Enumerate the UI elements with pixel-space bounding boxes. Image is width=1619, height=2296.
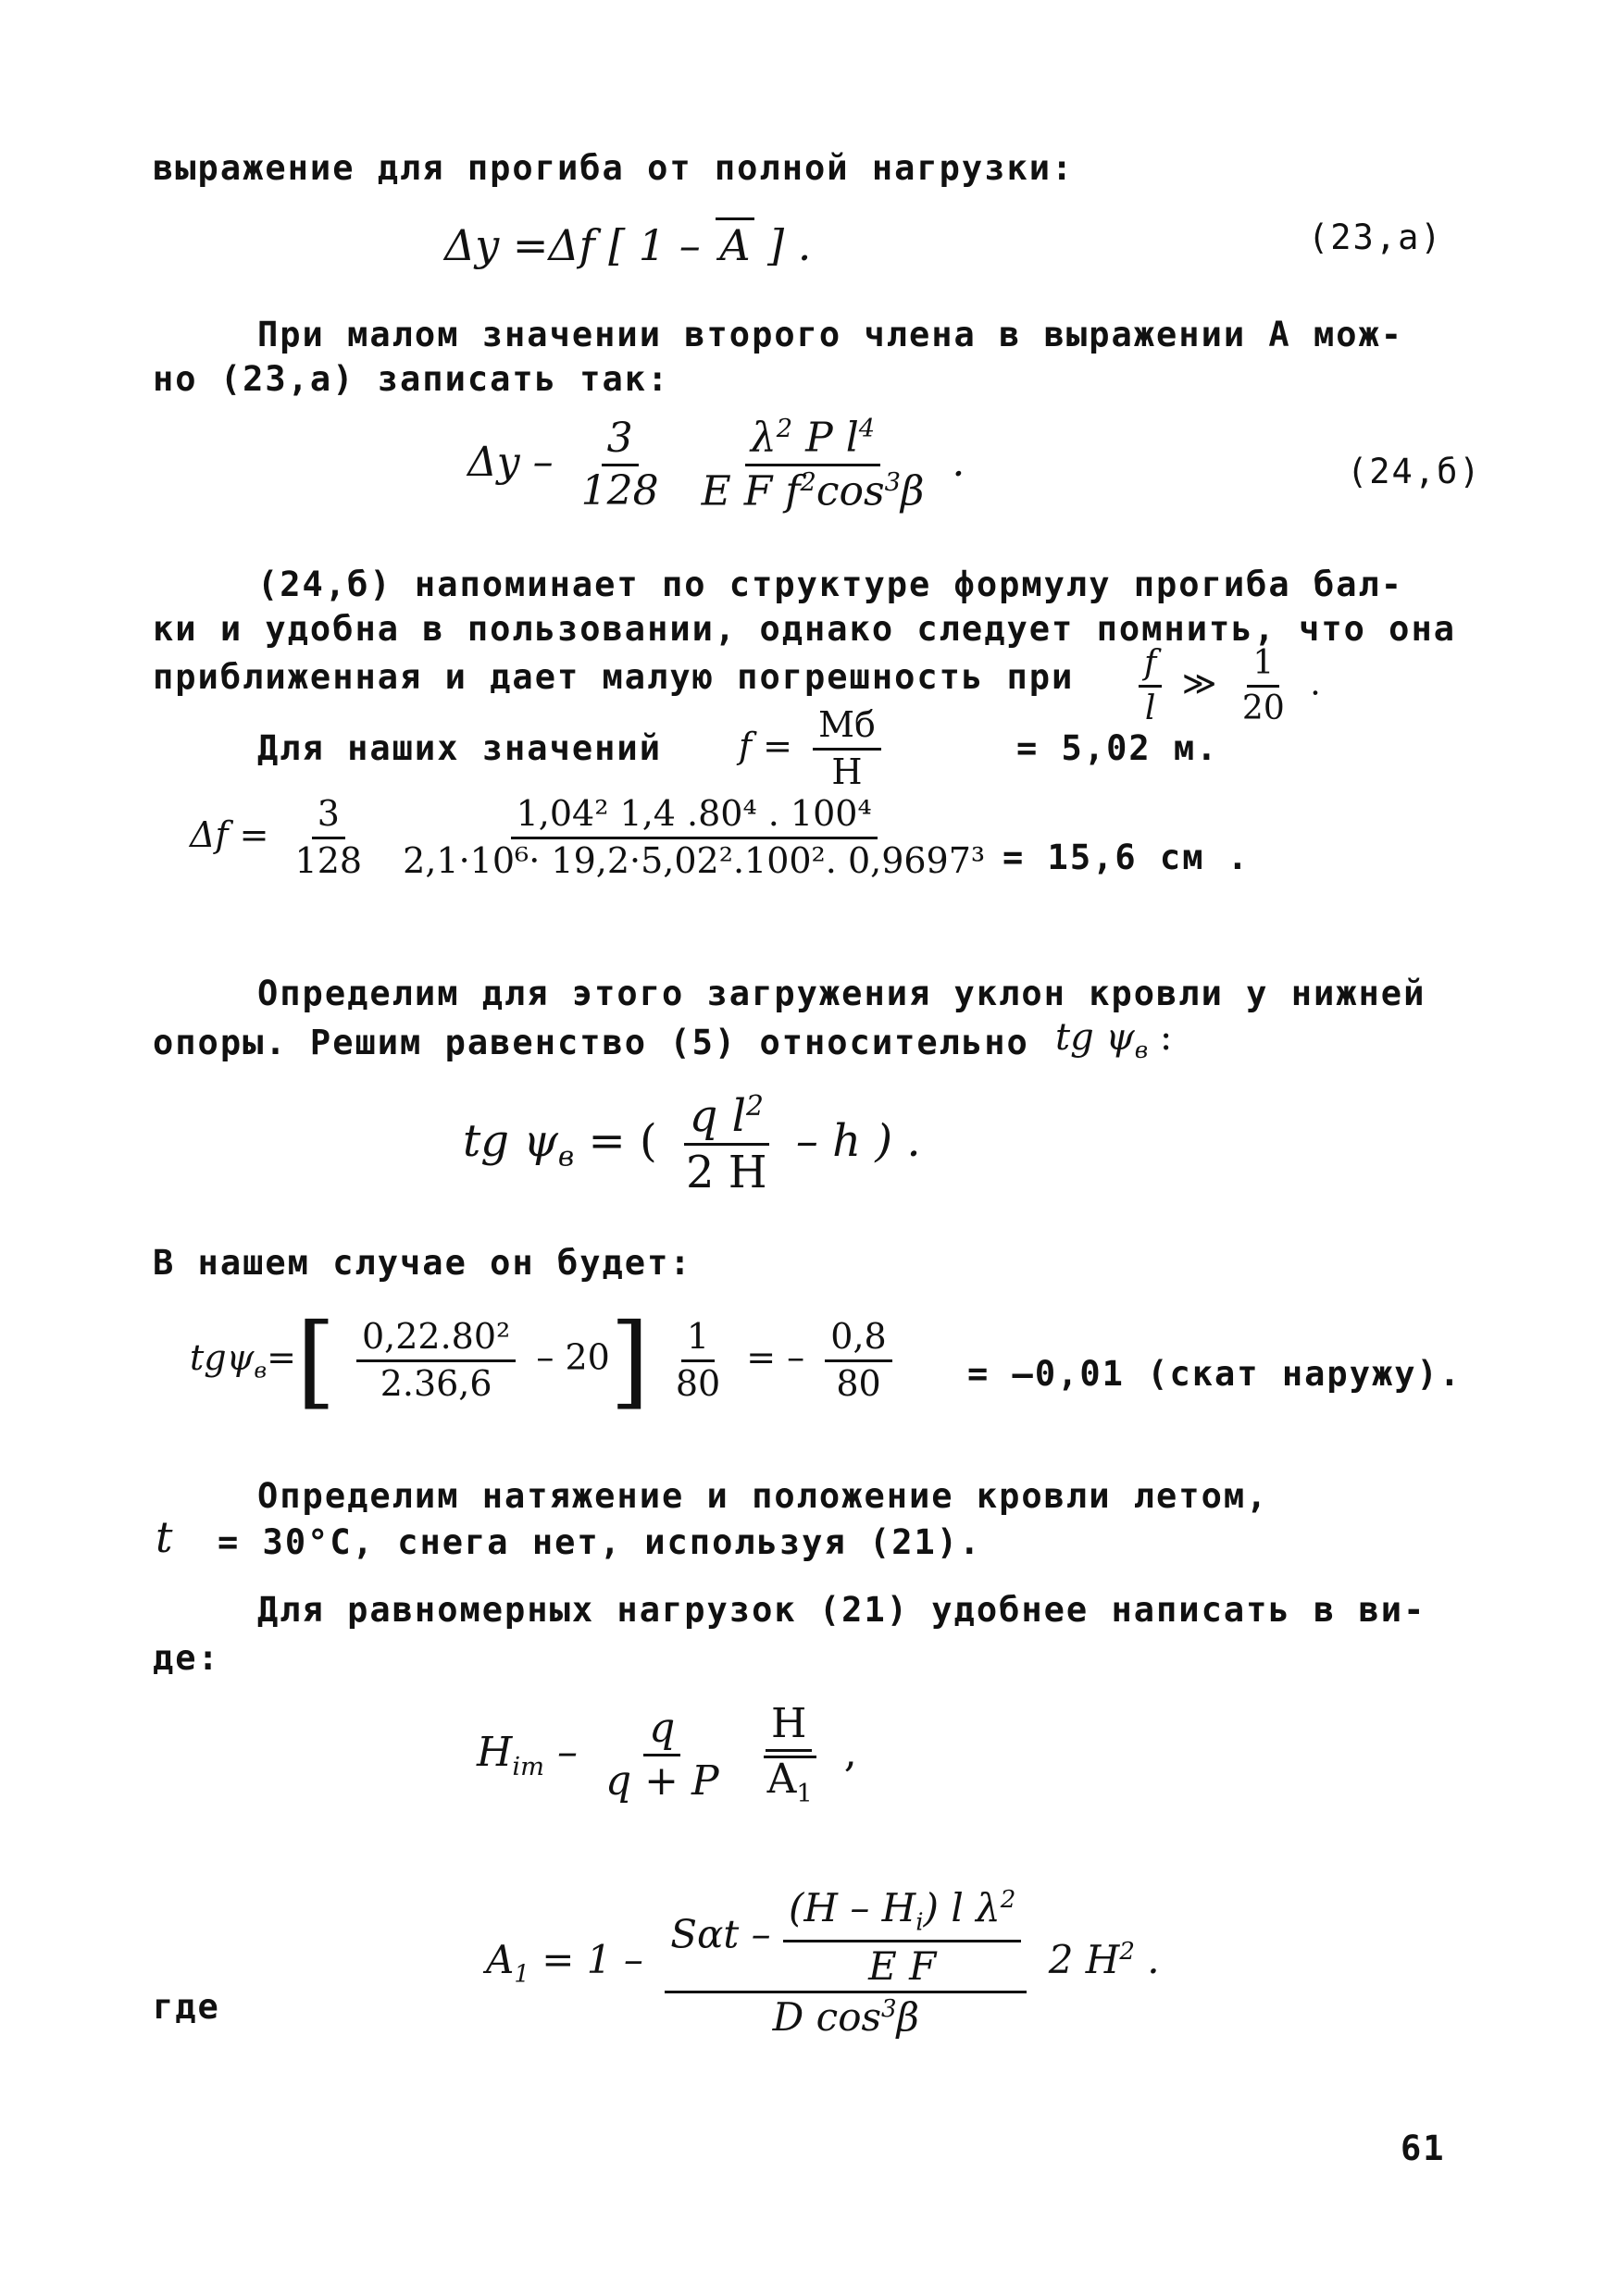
delta-f-result: = 15,6 см . [1003,838,1251,877]
text-line-4: (24,б) напоминает по структуре формулу прогиба бал- [257,565,1404,604]
inline-condition: $\frac{f}{l}$ ≫ $\frac{1}{20}$ . [1129,646,1321,726]
text-line-3: но (23,а) записать так: [153,359,670,399]
text-line-6: приближенная и дает малую погрешность при [153,657,1075,697]
tg-denominator: 2.36,6 [380,1362,492,1404]
delta-f-denominator: 2,1·10⁶· 19,2·5,02².100². 0,9697³ [403,839,986,881]
text-line-2: При малом значении второго члена в выражении А мож- [257,315,1404,354]
text-line-9: опоры. Решим равенство (5) относительно [153,1023,1029,1062]
text-line-5: ки и удобна в пользовании, однако следует помнить, что она [153,609,1457,649]
equation-number-24b: (24,б) [1347,452,1482,491]
text-line-10: В нашем случае он будет: [153,1243,692,1283]
t-symbol: t [156,1512,173,1562]
text-line-14: де: [153,1638,220,1678]
tg-result: = –0,01 (скат наружу). [967,1354,1463,1394]
tg-psi-calculation: tgψ$_в$=[ $\frac{\text{0,22.80²}}{2.36,6}$ – 20] $\frac{1}{80}$ = – $\frac{0,8}{80}$ [190,1309,902,1411]
text-line-7: Для наших значений [257,728,662,768]
tg-psi-formula: tg $\psi_в$ = ( $\frac{q l^2}{2 H}$ – h ) . [463,1090,921,1199]
text-line-8: Определим для этого загружения уклон кровли у нижней [257,974,1426,1013]
text-line-13: Для равномерных нагрузок (21) удобнее написать в ви- [257,1590,1426,1630]
delta-f-equation: Δf = $\frac{3}{128}$ $\frac{\text{1,04² 1,4 .80⁴ . 100⁴}}{\text{2,1·10⁶· 19,2·5,02².100². 0,9697³}}$ [190,796,1000,880]
inline-tg-psi: tg $\psi_в$ : [1055,1016,1173,1063]
tg-numerator: 0,22.80² [356,1319,516,1362]
text-line-1: выражение для прогиба от полной нагрузки: [153,148,1075,188]
text-line-15: где [153,1987,220,2027]
equation-23a: Δy =Δf [ 1 – A ] . [444,217,811,270]
equation-24b: Δy – $\frac{3}{128}$ $\frac{\lambda^2 P l^4}{E F f^2\cos^3\beta}$ . [467,414,965,515]
f-value: = 5,02 м. [1016,728,1219,768]
h-it-formula: $H_{iт}$ – $\frac{q}{q + P}$ $\frac{H}{A_1}$ , [477,1700,857,1808]
equation-number-23a: (23,а) [1308,217,1443,257]
page-number: 61 [1401,2128,1446,2168]
text-line-11: Определим натяжение и положение кровли летом, [257,1476,1269,1516]
f-expression: f = $\frac{Mб}{H}$ [739,707,890,791]
a1-formula: $A_1 = 1$ – Sαt – $\frac{(H - H_i) l \lambda^2}{\text{E F}}$ D $\cos^3\beta$ 2 $H^2$ . [486,1885,1160,2040]
delta-f-numerator: 1,04² 1,4 .80⁴ . 100⁴ [511,796,878,839]
text-line-12: = 30°С, снега нет, используя (21). [218,1522,982,1562]
